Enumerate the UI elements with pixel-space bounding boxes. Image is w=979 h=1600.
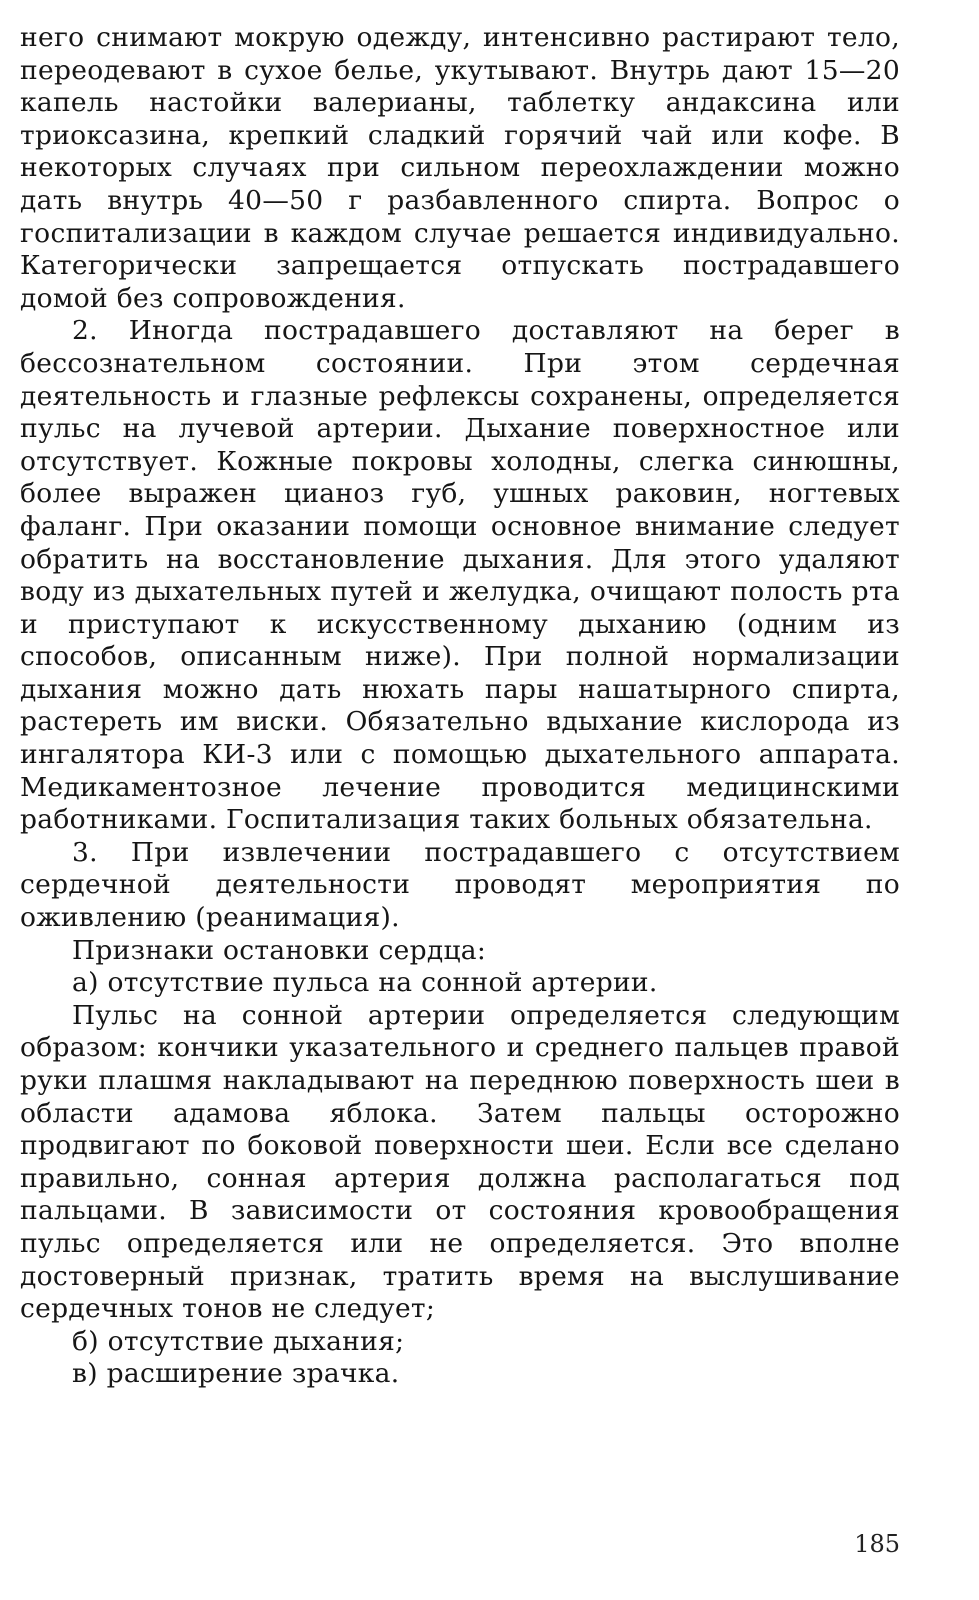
page-number: 185 bbox=[854, 1530, 900, 1558]
book-page bbox=[20, 22, 900, 1582]
paragraph-unconscious-victim: 2. Иногда пострадавшего доставляют на берег в бессознательном состоянии. При этом сердечная деятельность и глазные рефлексы сохранены, определяется пульс на лучевой артерии. Дыхание поверхностное или отсутствует. Кожные покровы холодны, слегка синюшны, более выражен цианоз губ, ушных раковин, ногтевых фаланг. При оказании помощи основное внимание следует обратить на восстановление дыхания. Для этого удаляют воду из дыхательных путей и желудка, очищают полость рта и приступают к искусственному дыханию (одним из способов, описанным ниже). При полной нормализации дыхания можно дать нюхать пары нашатырного спирта, растереть им виски. Обязательно вдыхание кислорода из ингалятора КИ-3 или с помощью дыхательного аппарата. Медикаментозное лечение проводится медицинскими работниками. Госпитализация таких больных обязательна. bbox=[20, 315, 900, 836]
list-item-no-breathing: б) отсутствие дыхания; bbox=[72, 1325, 405, 1357]
list-item-no-pulse: а) отсутствие пульса на сонной артерии. bbox=[72, 967, 658, 999]
paragraph-hypothermia-care: него снимают мокрую одежду, интенсивно растирают тело, переодевают в сухое белье, укутывают. Внутрь дают 15—20 капель настойки валерианы, таблетку андаксина или триоксазина, крепкий сладкий горячий чай или кофе. В некоторых случаях при сильном переохлаждении можно дать внутрь 40—50 г разбавленного спирта. Вопрос о госпитализации в каждом случае решается индивидуально. Категорически запрещается отпускать пострадавшего домой без сопровождения. bbox=[20, 22, 900, 314]
paragraph-no-cardiac-activity: 3. При извлечении пострадавшего с отсутствием сердечной деятельности проводят мероприятия по оживлению (реанимация). bbox=[20, 836, 900, 934]
list-item-pupil-dilation: в) расширение зрачка. bbox=[72, 1358, 400, 1390]
paragraph-carotid-pulse: Пульс на сонной артерии определяется следующим образом: кончики указательного и среднего пальцев правой руки плашмя накладывают на переднюю поверхность шеи в области адамова яблока. Затем пальцы осторожно продвигают по боковой поверхности шеи. Если все сделано правильно, сонная артерия должна располагаться под пальцами. В зависимости от состояния кровообращения пульс определяется или не определяется. Это вполне достоверный признак, тратить время на выслушивание сердечных тонов не следует; bbox=[20, 999, 900, 1325]
paragraph-cardiac-arrest-signs: Признаки остановки сердца: bbox=[72, 934, 487, 966]
